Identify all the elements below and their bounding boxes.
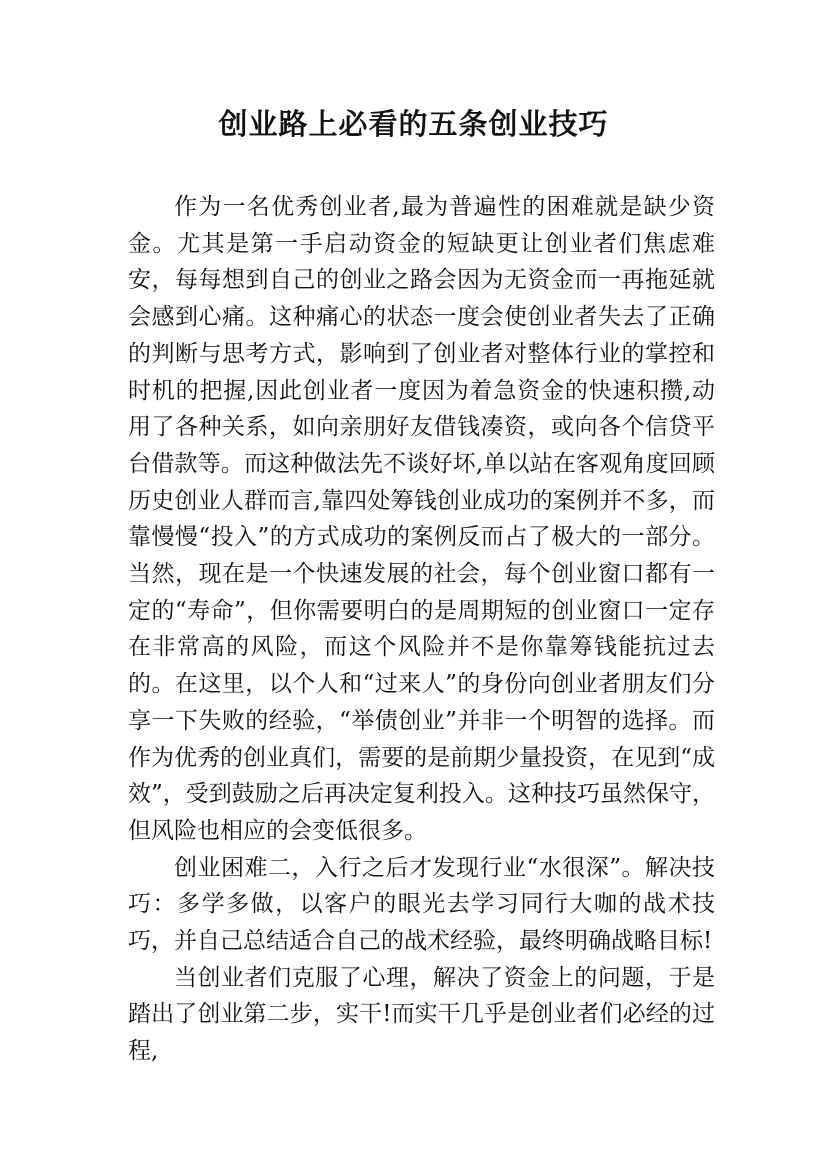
paragraph-3: 当创业者们克服了心理，解决了资金上的问题，于是踏出了创业第二步，实干!而实干几乎是创业者们必经的过程, (128, 964, 715, 1065)
document-body (128, 189, 715, 1070)
paragraph-1: 作为一名优秀创业者,最为普遍性的困难就是缺少资金。尤其是第一手启动资金的短缺更让创业者们焦虑难安，每每想到自己的创业之路会因为无资金而一再拖延就会感到心痛。这种痛心的状态一度会使创业者失去了正确的判断与思考方式，影响到了创业者对整体行业的掌控和时机的把握,因此创业者一度因为着急资金的快速积攒,动用了各种关系，如向亲朋好友借钱凑资，或向各个信贷平台借款等。而这种做法先不谈好坏,单以站在客观角度回顾历史创业人群而言,靠四处筹钱创业成功的案例并不多，而靠慢慢“投入”的方式成功的案例反而占了极大的一部分。当然，现在是一个快速发展的社会，每个创业窗口都有一定的“寿命”，但你需要明白的是周期短的创业窗口一定存在非常高的风险，而这个风险并不是你靠筹钱能抗过去的。在这里，以个人和“过来人”的身份向创业者朋友们分享一下失败的经验，“举债创业”并非一个明智的选择。而作为优秀的创业真们，需要的是前期少量投资，在见到“成效”，受到鼓励之后再决定复利投入。这种技巧虽然保守，但风险也相应的会变低很多。 (128, 194, 715, 844)
paragraph-2: 创业困难二，入行之后才发现行业“水很深”。解决技巧：多学多做，以客户的眼光去学习同行大咖的战术技巧，并自己总结适合自己的战术经验，最终明确战略目标! (128, 854, 715, 955)
document-title: 创业路上必看的五条创业技巧 (218, 107, 609, 141)
